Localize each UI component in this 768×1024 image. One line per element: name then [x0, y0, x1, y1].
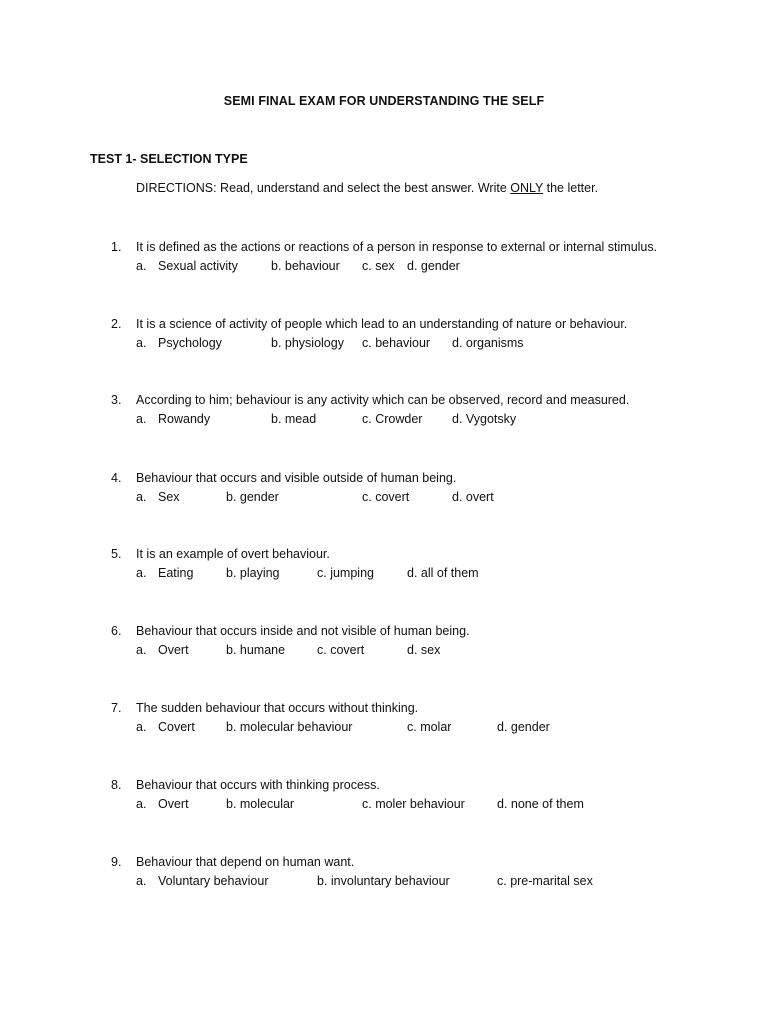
question-number: 7.: [111, 701, 122, 715]
option-c: c. moler behaviour: [362, 797, 465, 811]
test-heading: TEST 1- SELECTION TYPE: [90, 152, 248, 166]
option-c: c. jumping: [317, 566, 374, 580]
question-number: 8.: [111, 778, 122, 792]
option-b: b. involuntary behaviour: [317, 874, 450, 888]
option-a: Rowandy: [158, 412, 211, 426]
directions-tail: the letter.: [543, 181, 599, 195]
question-number: 4.: [111, 471, 122, 485]
option-letter: a.: [136, 412, 147, 426]
question-text: It is defined as the actions or reactions of a person in response to external or internal stimulus.: [136, 240, 658, 254]
question-text: It is a science of activity of people which lead to an understanding of nature or behaviour.: [136, 317, 628, 331]
option-b: b. playing: [226, 566, 280, 580]
option-c: c. Crowder: [362, 412, 423, 426]
option-b: b. mead: [271, 412, 317, 426]
option-c: c. covert: [317, 643, 365, 657]
option-letter: a.: [136, 797, 147, 811]
option-c: c. molar: [407, 720, 452, 734]
exam-title: SEMI FINAL EXAM FOR UNDERSTANDING THE SELF: [223, 94, 545, 108]
question-item: [0, 778, 768, 818]
directions-text: Read, understand and select the best answer. Write: [216, 181, 511, 195]
option-d: d. overt: [452, 490, 494, 504]
question-item: [0, 855, 768, 895]
question-number: 9.: [111, 855, 122, 869]
directions: [136, 181, 598, 195]
option-b: b. humane: [226, 643, 286, 657]
option-d: d. organisms: [452, 336, 524, 350]
option-d: d. all of them: [407, 566, 479, 580]
question-text: Behaviour that occurs with thinking process.: [136, 778, 380, 792]
question-number: 6.: [111, 624, 122, 638]
question-text: Behaviour that depend on human want.: [136, 855, 355, 869]
option-letter: a.: [136, 259, 147, 273]
question-item: [0, 624, 768, 664]
question-item: [0, 317, 768, 357]
option-b: b. physiology: [271, 336, 344, 350]
option-a: Eating: [158, 566, 194, 580]
question-text: Behaviour that occurs inside and not visible of human being.: [136, 624, 470, 638]
question-number: 1.: [111, 240, 122, 254]
question-item: [0, 471, 768, 511]
option-d: d. sex: [407, 643, 441, 657]
option-a: Covert: [158, 720, 195, 734]
option-c: c. pre-marital sex: [497, 874, 593, 888]
option-d: d. gender: [497, 720, 550, 734]
question-number: 5.: [111, 547, 122, 561]
option-letter: a.: [136, 643, 147, 657]
directions-emphasis: ONLY: [510, 181, 544, 195]
option-a: Overt: [158, 797, 189, 811]
option-b: b. behaviour: [271, 259, 340, 273]
option-b: b. molecular behaviour: [226, 720, 353, 734]
option-d: d. Vygotsky: [452, 412, 517, 426]
option-c: c. covert: [362, 490, 410, 504]
option-a: Sex: [158, 490, 180, 504]
question-text: According to him; behaviour is any activity which can be observed, record and measured.: [136, 393, 630, 407]
option-a: Overt: [158, 643, 189, 657]
option-a: Voluntary behaviour: [158, 874, 269, 888]
directions-label: DIRECTIONS:: [136, 181, 217, 195]
option-letter: a.: [136, 720, 147, 734]
question-text: It is an example of overt behaviour.: [136, 547, 330, 561]
question-number: 3.: [111, 393, 122, 407]
option-c: c. behaviour: [362, 336, 431, 350]
option-letter: a.: [136, 566, 147, 580]
question-text: The sudden behaviour that occurs without thinking.: [136, 701, 419, 715]
option-letter: a.: [136, 490, 147, 504]
question-item: [0, 701, 768, 741]
option-letter: a.: [136, 336, 147, 350]
option-a: Psychology: [158, 336, 222, 350]
option-b: b. gender: [226, 490, 279, 504]
question-number: 2.: [111, 317, 122, 331]
question-text: Behaviour that occurs and visible outside of human being.: [136, 471, 457, 485]
option-b: b. molecular: [226, 797, 295, 811]
option-letter: a.: [136, 874, 147, 888]
option-d: d. none of them: [497, 797, 584, 811]
option-a: Sexual activity: [158, 259, 238, 273]
question-item: [0, 547, 768, 587]
question-item: [0, 240, 768, 280]
option-c: c. sex: [362, 259, 395, 273]
option-d: d. gender: [407, 259, 460, 273]
question-item: [0, 393, 768, 433]
